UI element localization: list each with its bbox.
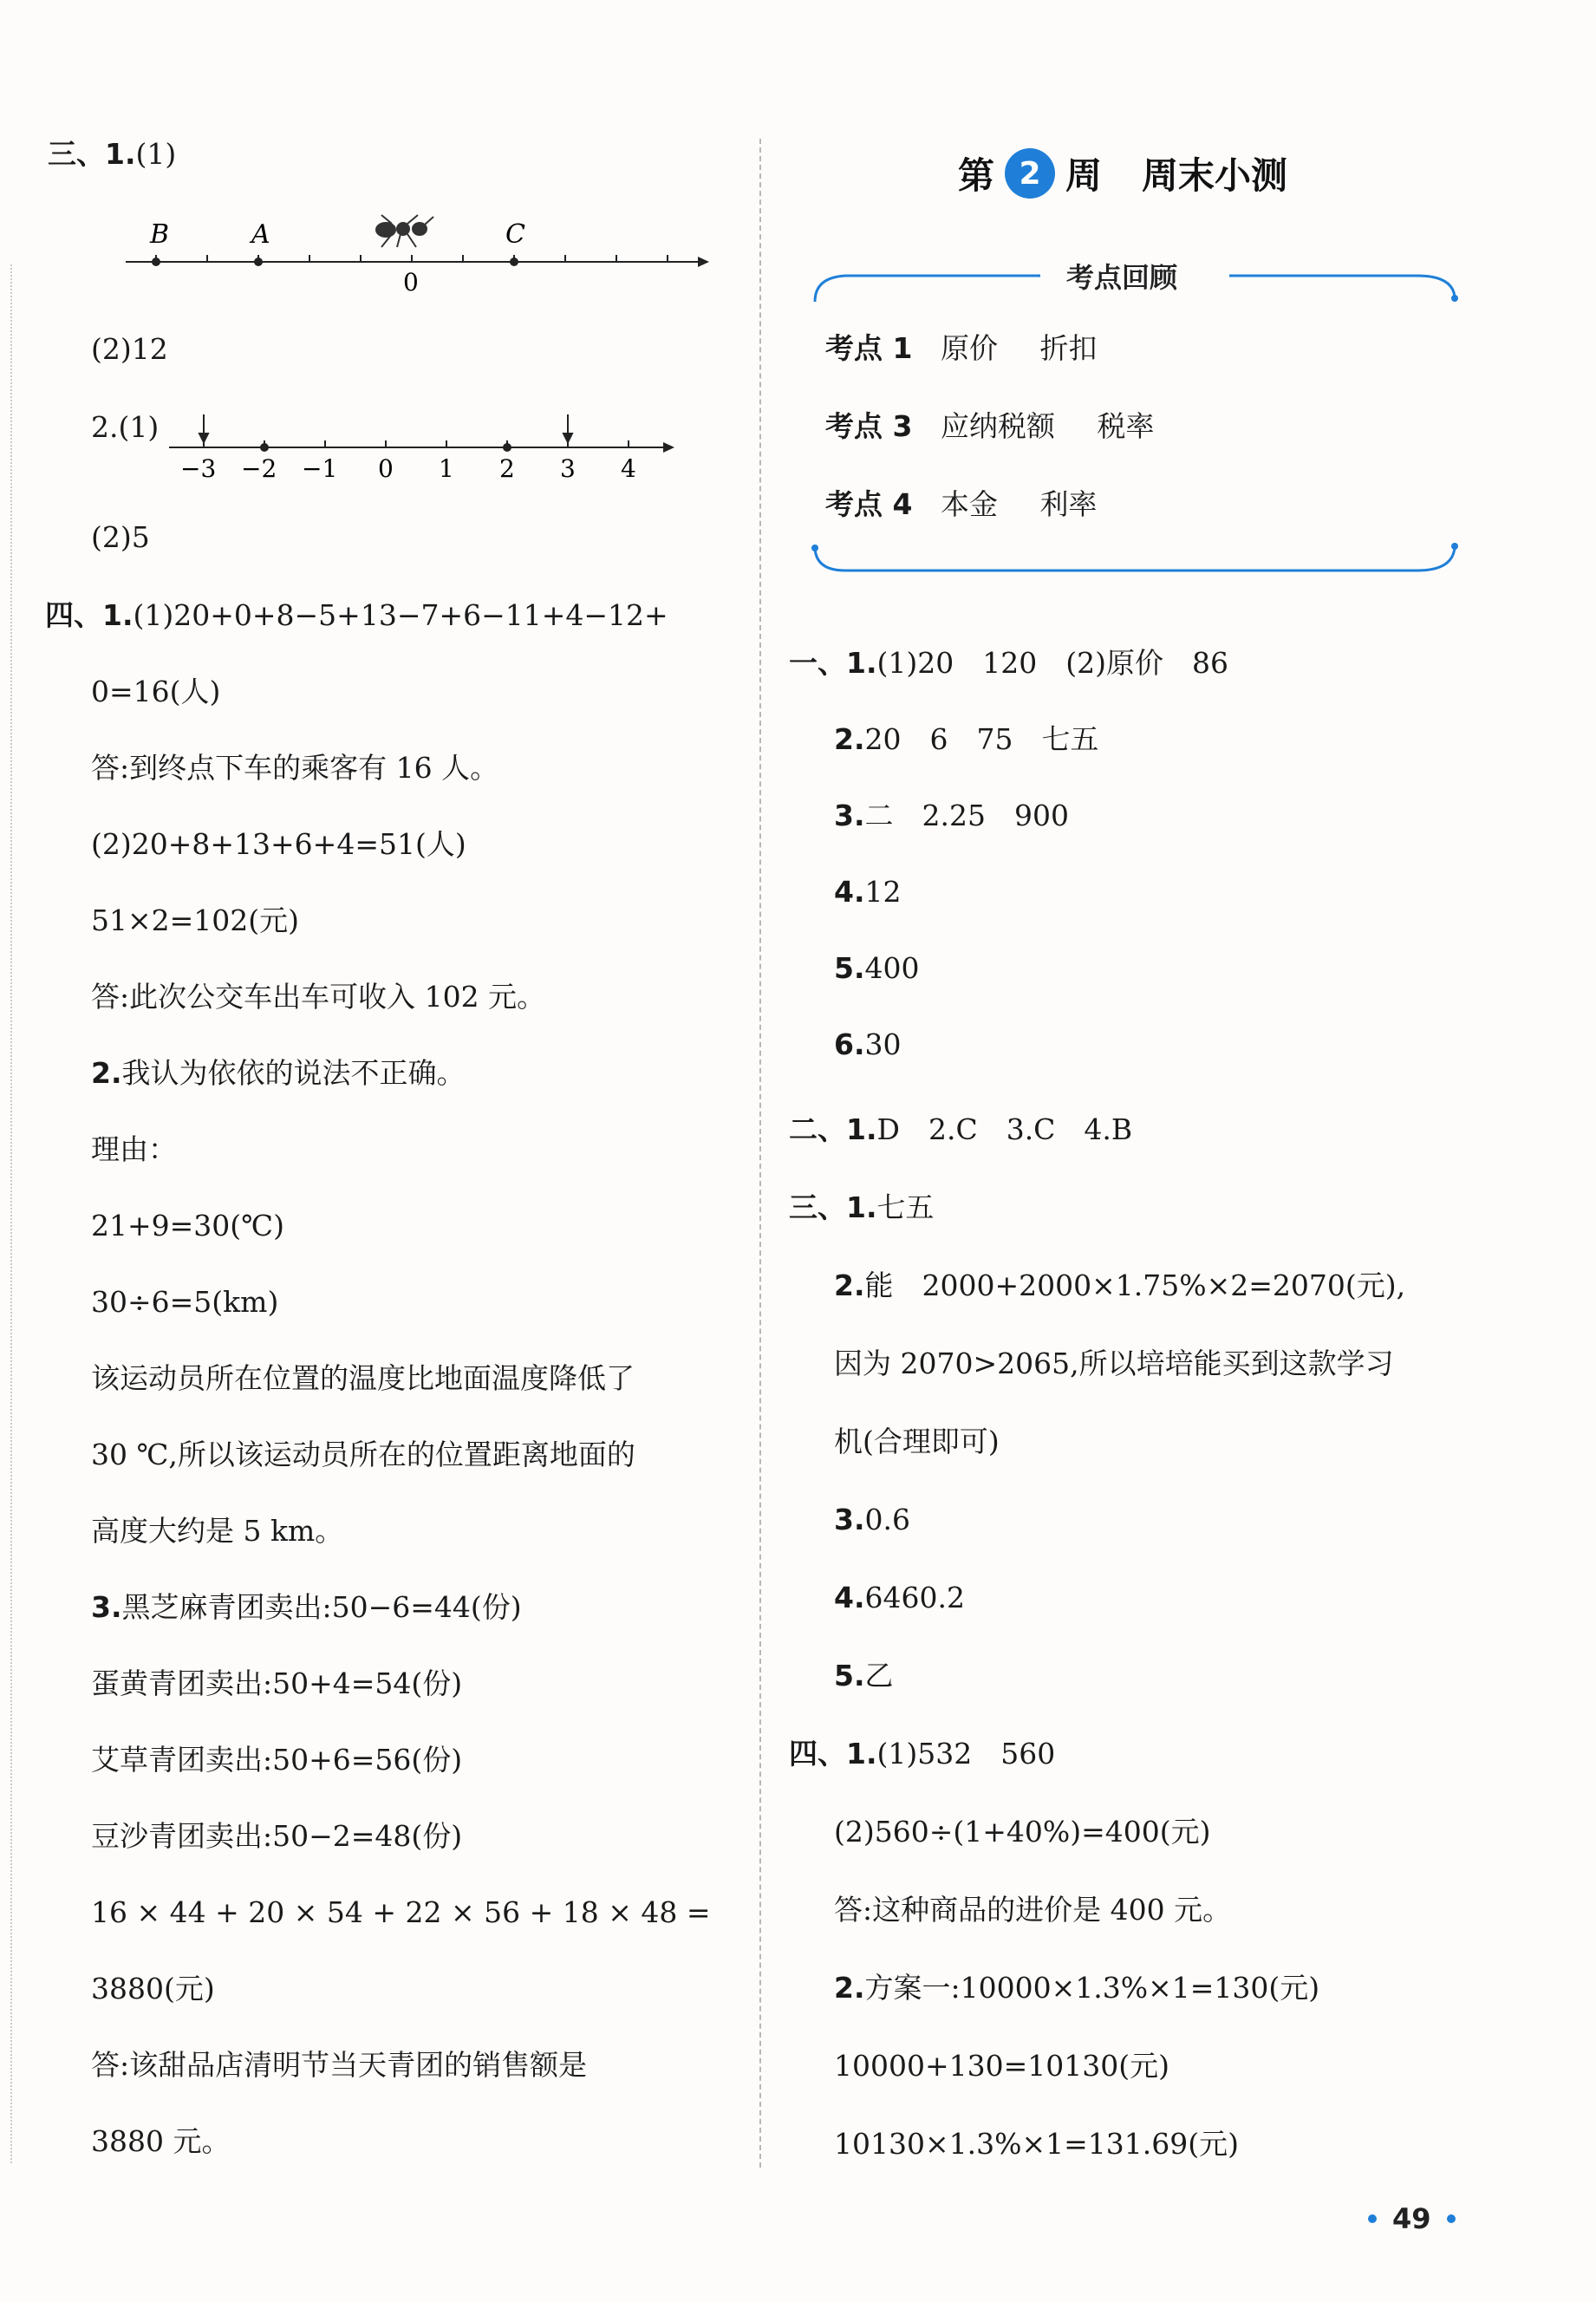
answer-line: 51×2=102(元) bbox=[91, 903, 300, 937]
section-3-q1: 三、1.(1) bbox=[48, 137, 177, 171]
answer-line: 2.能 2000+2000×1.75%×2=2070(元), bbox=[834, 1268, 1406, 1302]
answer-line: 2.20 6 75 七五 bbox=[834, 722, 1099, 756]
review-term: 折扣 bbox=[1039, 331, 1098, 365]
title-suffix: 周 bbox=[1065, 154, 1103, 197]
review-key: 考点 4 bbox=[825, 487, 913, 521]
label-zero: 0 bbox=[403, 268, 419, 295]
tick-label: 1 bbox=[439, 454, 454, 483]
number-line-2 bbox=[165, 408, 685, 486]
review-term: 利率 bbox=[1039, 487, 1098, 521]
point-B bbox=[152, 258, 160, 266]
point-2 bbox=[503, 443, 511, 452]
answer-line: 四、1.(1)532 560 bbox=[789, 1737, 1056, 1771]
point-C bbox=[510, 258, 518, 266]
tick-label: 3 bbox=[560, 454, 576, 483]
answer-line: 高度大约是 5 km。 bbox=[91, 1514, 344, 1548]
dot-icon bbox=[1368, 2214, 1377, 2223]
section-3-q2-part2: (2)5 bbox=[91, 520, 150, 554]
answer-line: 21+9=30(℃) bbox=[91, 1209, 284, 1242]
review-item bbox=[825, 409, 1187, 444]
answer-line: 10130×1.3%×1=131.69(元) bbox=[834, 2127, 1239, 2161]
arrow-down-icon bbox=[199, 414, 572, 442]
review-key: 考点 1 bbox=[825, 331, 913, 365]
answer-line: 因为 2070>2065,所以培培能买到这款学习 bbox=[834, 1347, 1394, 1380]
answer-line: 答:到终点下车的乘客有 16 人。 bbox=[91, 751, 499, 785]
answer-line: 答:该甜品店清明节当天青团的销售额是 bbox=[91, 2048, 588, 2082]
tick-label: 2 bbox=[499, 454, 515, 483]
page-edge-line bbox=[10, 264, 12, 2163]
tick-label: −1 bbox=[302, 454, 338, 483]
answer-line: 该运动员所在位置的温度比地面温度降低了 bbox=[91, 1361, 635, 1395]
answer-line: 0=16(人) bbox=[91, 675, 221, 708]
review-key: 考点 3 bbox=[825, 409, 913, 443]
answer-line: 2.我认为依依的说法不正确。 bbox=[91, 1056, 466, 1090]
answer-line: 3.二 2.25 900 bbox=[834, 799, 1069, 832]
answer-line: 2.方案一:10000×1.3%×1=130(元) bbox=[834, 1971, 1320, 2005]
answer-line: 艾草青团卖出:50+6=56(份) bbox=[91, 1743, 463, 1777]
answer-line: 蛋黄青团卖出:50+4=54(份) bbox=[91, 1666, 463, 1700]
point-minus-2 bbox=[260, 443, 269, 452]
answer-line: (2)560÷(1+40%)=400(元) bbox=[834, 1815, 1211, 1849]
answer-line: 6.30 bbox=[834, 1027, 902, 1061]
dot-icon bbox=[1447, 2214, 1456, 2223]
answer-line: 四、1.(1)20+0+8−5+13−7+6−11+4−12+ bbox=[45, 598, 668, 632]
answer-line: 5.400 bbox=[834, 951, 920, 985]
page-number bbox=[1368, 2202, 1456, 2235]
page-number-text: 49 bbox=[1392, 2202, 1431, 2235]
title-prefix: 第 bbox=[958, 154, 995, 197]
tick-label: 0 bbox=[378, 454, 394, 483]
review-term: 税率 bbox=[1097, 409, 1155, 443]
answer-line: 30 ℃,所以该运动员所在的位置距离地面的 bbox=[91, 1438, 635, 1471]
answer-line: 16 × 44 + 20 × 54 + 22 × 56 + 18 × 48 = bbox=[91, 1895, 711, 1929]
week-number-badge: 2 bbox=[1005, 148, 1055, 199]
label-C: C bbox=[505, 219, 525, 250]
answer-line: 豆沙青团卖出:50−2=48(份) bbox=[91, 1819, 463, 1853]
answer-line: 4.6460.2 bbox=[834, 1581, 965, 1614]
answer-line: 答:此次公交车出车可收入 102 元。 bbox=[91, 980, 546, 1014]
answer-line: 3880 元。 bbox=[91, 2124, 231, 2158]
column-divider bbox=[759, 139, 761, 2168]
title-name: 周末小测 bbox=[1142, 154, 1288, 197]
page-title bbox=[958, 147, 1287, 199]
review-item bbox=[825, 331, 1130, 366]
number-line-1 bbox=[121, 208, 711, 295]
tick-label: −2 bbox=[241, 454, 277, 483]
section-3-q2-label: 2.(1) bbox=[91, 410, 160, 444]
review-term: 本金 bbox=[940, 487, 998, 521]
answer-line: 二、1.D 2.C 3.C 4.B bbox=[789, 1112, 1133, 1146]
answer-line: 4.12 bbox=[834, 875, 902, 909]
answer-line: 3.0.6 bbox=[834, 1503, 910, 1536]
section-3-q2 bbox=[91, 410, 159, 445]
answer-line: 三、1.七五 bbox=[789, 1190, 935, 1224]
answer-line: 机(合理即可) bbox=[834, 1425, 1000, 1458]
review-term: 应纳税额 bbox=[940, 409, 1055, 443]
section-3-q1-part2: (2)12 bbox=[91, 332, 168, 366]
review-heading: 考点回顾 bbox=[1066, 261, 1178, 294]
answer-line: 答:这种商品的进价是 400 元。 bbox=[834, 1893, 1232, 1927]
tick-label: −3 bbox=[180, 454, 217, 483]
label-A: A bbox=[251, 219, 270, 250]
answer-line: 30÷6=5(km) bbox=[91, 1285, 279, 1319]
answer-line: 理由： bbox=[91, 1132, 177, 1166]
answer-line: 5.乙 bbox=[834, 1659, 894, 1692]
review-item bbox=[825, 487, 1130, 522]
answer-line: 一、1.(1)20 120 (2)原价 86 bbox=[789, 646, 1228, 680]
review-term: 原价 bbox=[940, 331, 998, 365]
label-B: B bbox=[150, 219, 170, 250]
answer-line: 3880(元) bbox=[91, 1972, 215, 2005]
answer-line: 10000+130=10130(元) bbox=[834, 2049, 1169, 2083]
tick-label: 4 bbox=[621, 454, 636, 483]
answer-line: 3.黑芝麻青团卖出:50−6=44(份) bbox=[91, 1590, 522, 1624]
ant-icon bbox=[376, 215, 433, 247]
answer-line: (2)20+8+13+6+4=51(人) bbox=[91, 827, 466, 861]
point-A bbox=[254, 258, 263, 266]
